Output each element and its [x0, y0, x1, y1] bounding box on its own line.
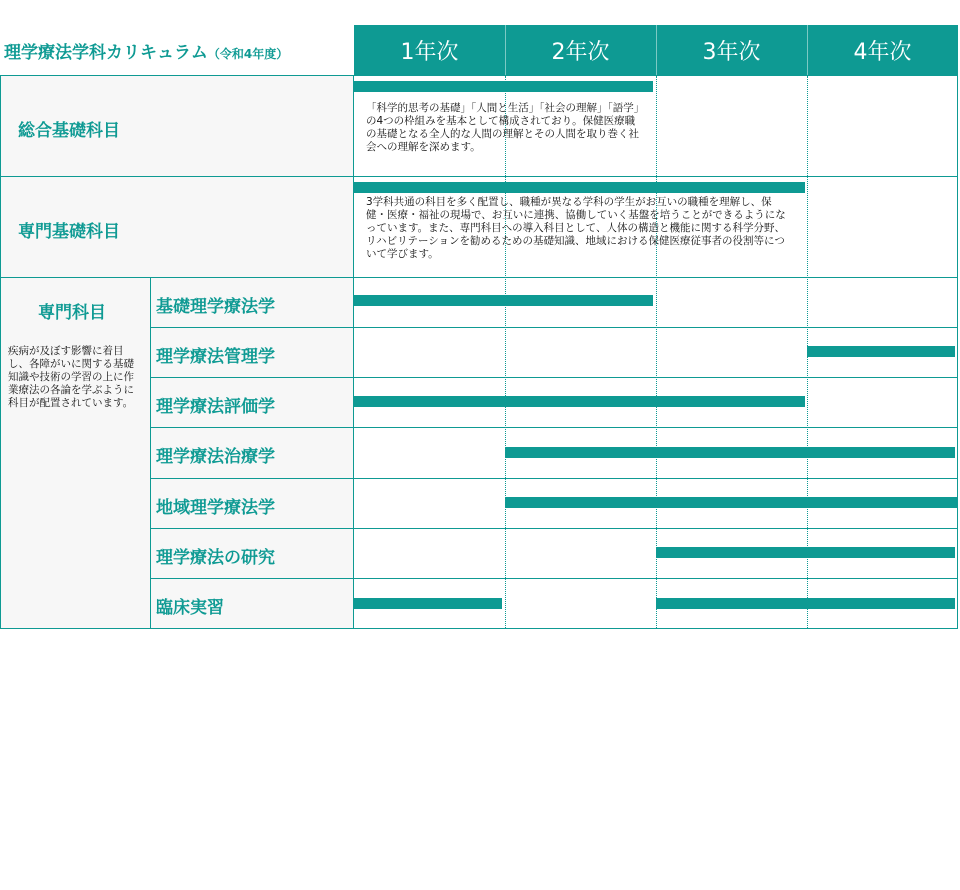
subject-name: 理学療法評価学 — [156, 397, 275, 417]
subject-period-bar — [656, 598, 955, 609]
grid-line — [150, 277, 151, 629]
title-main: 理学療法学科カリキュラム — [4, 43, 208, 63]
subject-period-bar — [354, 396, 805, 407]
professional-basic-period-bar — [354, 182, 805, 193]
grid-line — [151, 327, 958, 328]
grid-line — [151, 478, 958, 479]
subject-name: 理学療法の研究 — [156, 548, 275, 568]
subject-name: 基礎理学療法学 — [156, 297, 275, 317]
grid-line — [353, 75, 354, 629]
subject-period-bar — [807, 346, 955, 357]
grid-line — [0, 628, 958, 629]
year-header-3 — [656, 25, 807, 75]
subject-name: 理学療法管理学 — [156, 347, 275, 367]
subject-period-bar — [354, 598, 502, 609]
subject-name: 理学療法治療学 — [156, 447, 275, 467]
title-sub: （令和4年度） — [207, 47, 289, 61]
year-label: 4年次 — [853, 39, 912, 65]
grid-line — [151, 578, 958, 579]
professional-label-cell — [0, 278, 150, 629]
professional-label: 専門科目 — [38, 303, 106, 323]
subject-period-bar — [505, 447, 955, 458]
professional-basic-label: 専門基礎科目 — [18, 222, 120, 242]
grid-line — [151, 528, 958, 529]
professional-description: 疾病が及ぼす影響に着目し、各障がいに関する基礎知識や技術の学習の上に作業療法の各論を学ぶように科目が配置されています。 — [8, 345, 134, 409]
header-separator — [807, 25, 808, 75]
year-label: 1年次 — [400, 39, 459, 65]
year-label: 3年次 — [702, 39, 761, 65]
subject-period-bar — [505, 497, 957, 508]
year-header-2 — [505, 25, 656, 75]
year-header-1 — [354, 25, 505, 75]
subject-period-bar — [656, 547, 955, 558]
year-divider — [656, 76, 657, 628]
grid-line — [151, 377, 958, 378]
header-separator — [505, 25, 506, 75]
grid-line — [0, 277, 958, 278]
general-description: 「科学的思考の基礎」「人間と生活」「社会の理解」「語学」の4つの枠組みを基本として構成されており。保健医療職の基礎となる全人的な人間の理解とその人間を取り巻く社会への理解を深めます。 — [366, 102, 639, 153]
grid-line — [0, 75, 958, 76]
professional-basic-description: 3学科共通の科目を多く配置し、職種が異なる学科の学生がお互いの職種を理解し、保健・医療・福祉の現場で、お互いに連携、協働していく基盤を培うことができるようになっています。また、専門科目への導入科目として、人体の構造と機能に関する科学分野、リハビリテーションを勧めるための基礎知識、地域における保健医療従事者の役割等について学びます。 — [366, 196, 786, 260]
general-label: 総合基礎科目 — [18, 121, 120, 141]
grid-line — [0, 176, 958, 177]
grid-line — [151, 427, 958, 428]
year-divider — [505, 76, 506, 628]
header-separator — [656, 25, 657, 75]
subject-period-bar — [354, 295, 653, 306]
grid-line — [957, 75, 958, 629]
grid-line — [0, 75, 1, 629]
page-title — [4, 38, 288, 63]
subject-name: 地域理学療法学 — [156, 498, 275, 518]
year-header-4 — [807, 25, 958, 75]
year-label: 2年次 — [551, 39, 610, 65]
subject-name: 臨床実習 — [156, 598, 224, 618]
general-period-bar — [354, 81, 653, 92]
